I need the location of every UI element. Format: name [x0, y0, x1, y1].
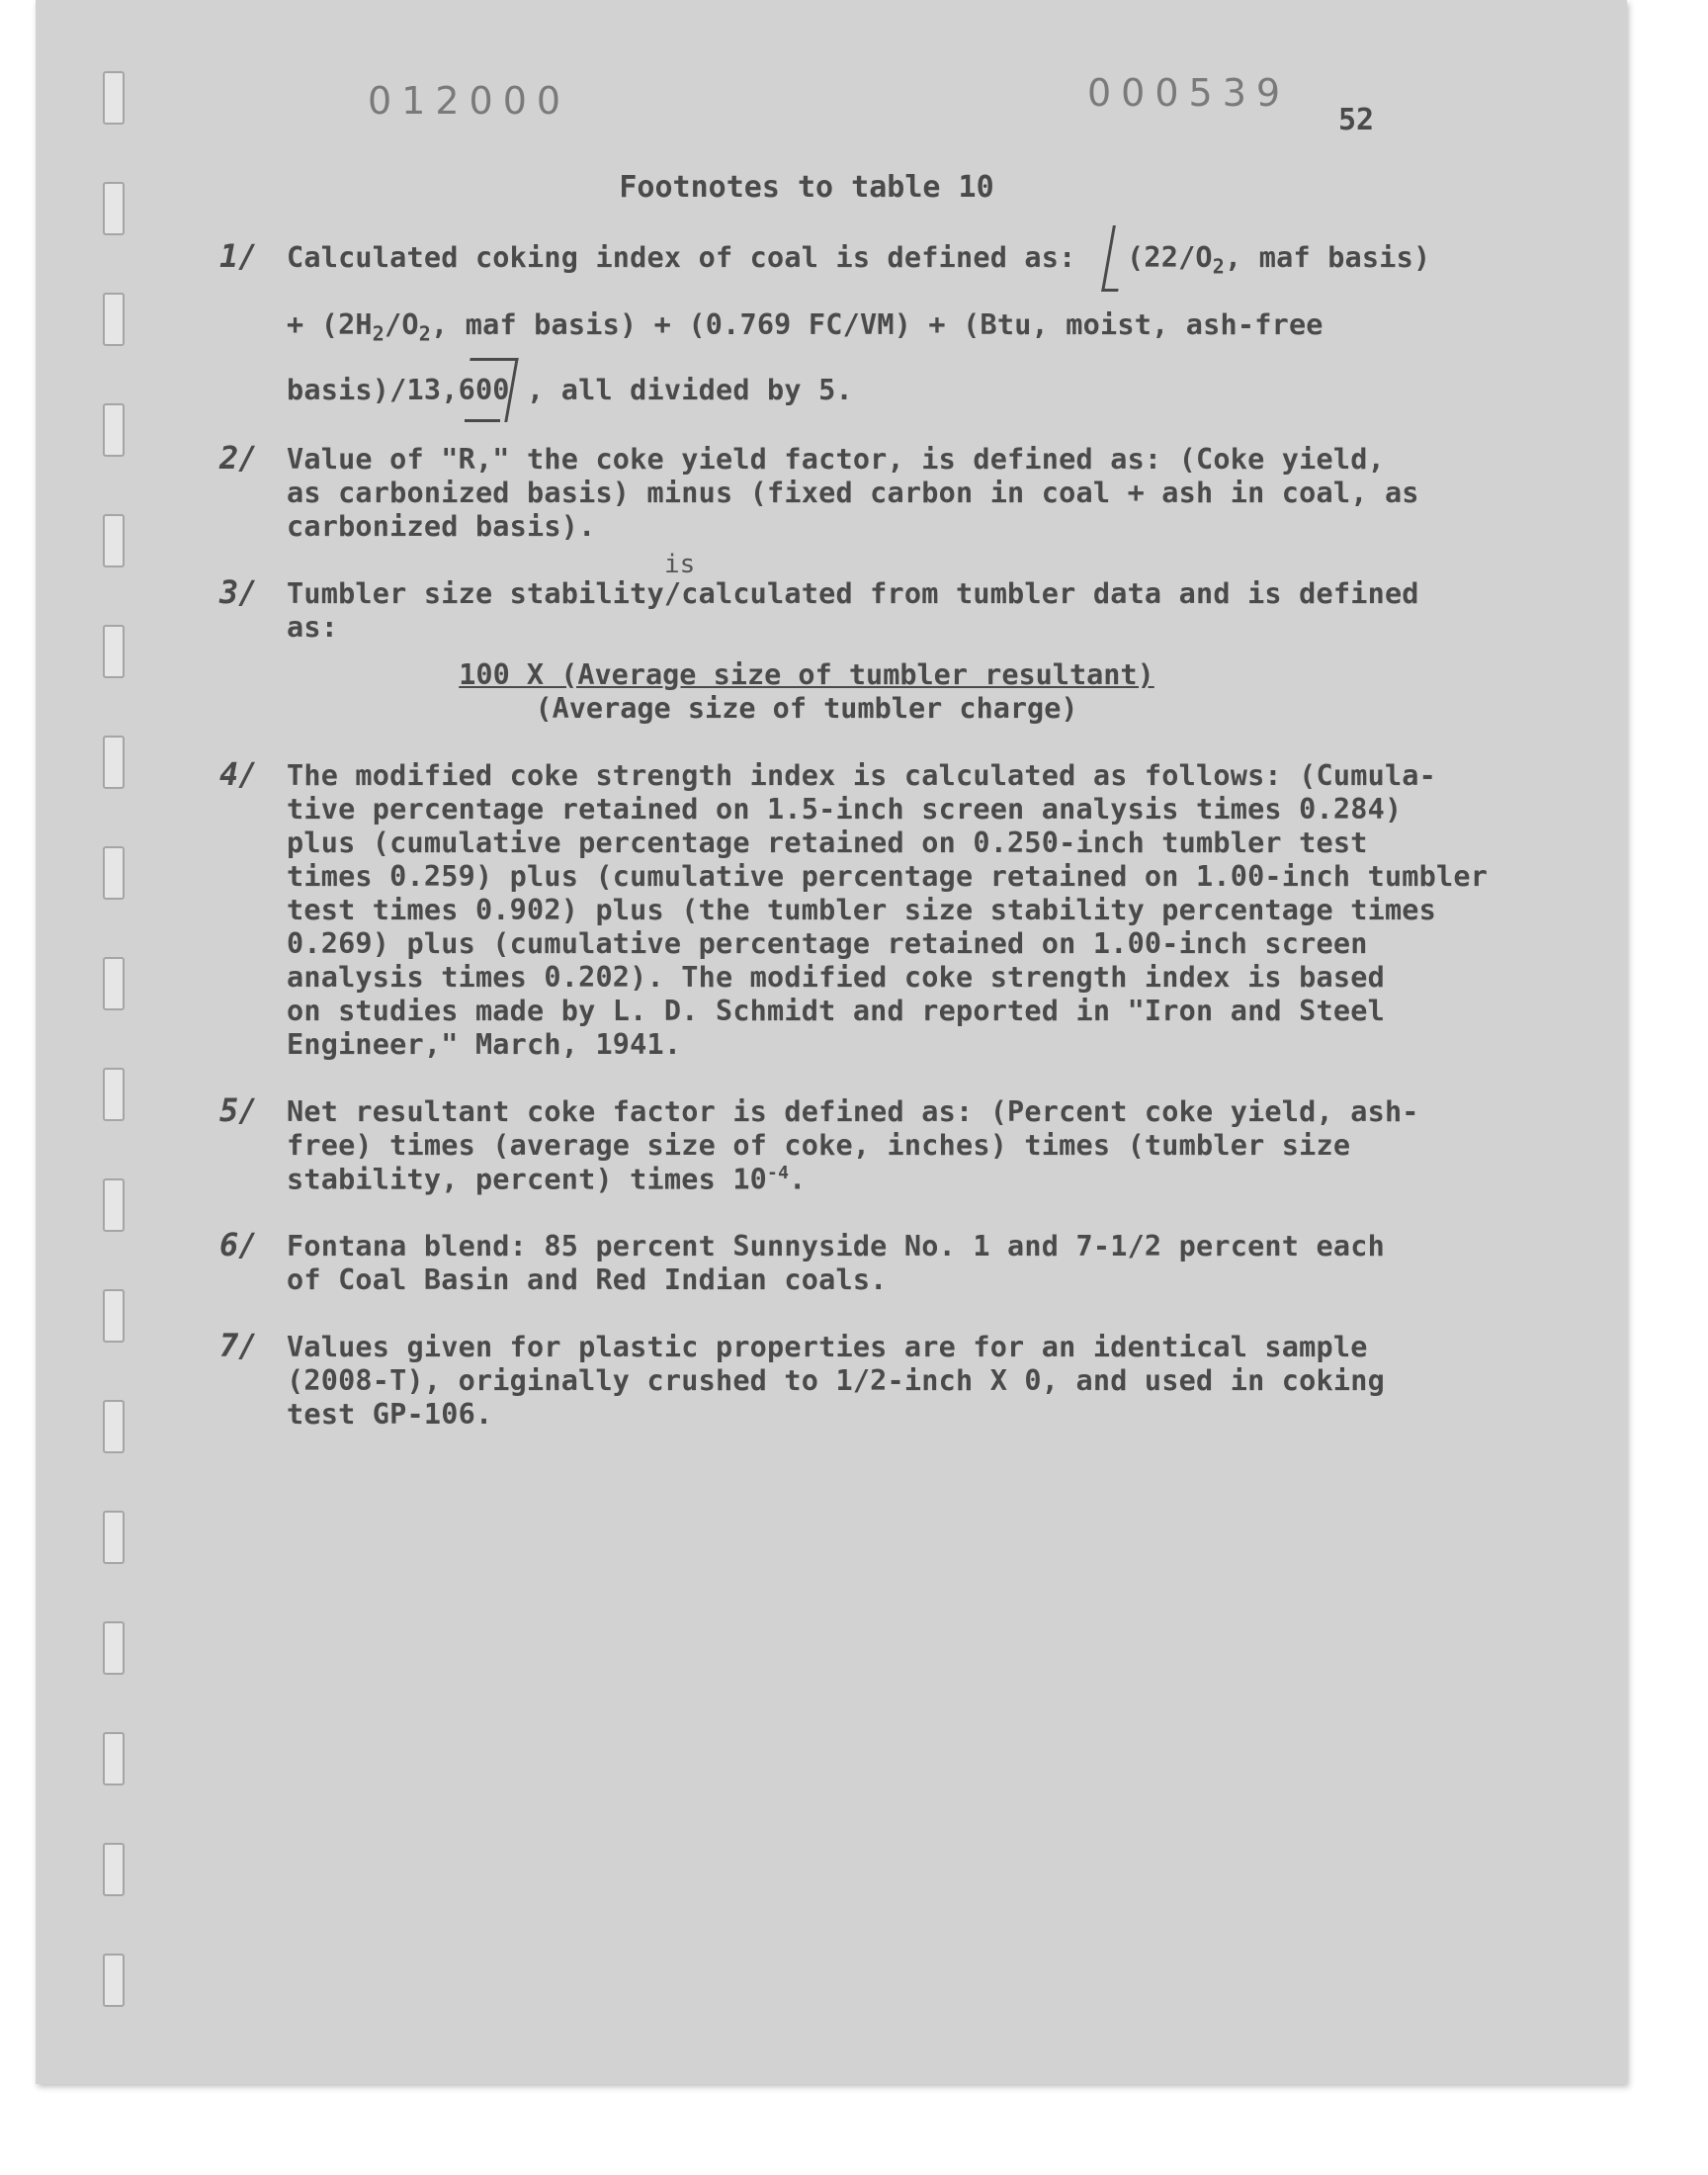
footnote-4-line: tive percentage retained on 1.5-inch screen analysis times 0.284) [287, 793, 1403, 826]
punch-hole [103, 71, 125, 125]
footnote-3-line: Tumbler size stability/calculated from tumbler data and is defined [287, 577, 1419, 610]
footnote-2-line: carbonized basis). [287, 510, 596, 543]
punch-hole [103, 846, 125, 900]
footnote-7-marker: 7/ [219, 1327, 258, 1364]
footnote-2-line: Value of "R," the coke yield factor, is defined as: (Coke yield, [287, 443, 1385, 476]
footnote-3-marker: 3/ [219, 573, 258, 611]
footnote-5-line: free) times (average size of coke, inches) times (tumbler size [287, 1129, 1351, 1162]
footnote-1-formula-start: ($22/O_2$, maf basis) [1127, 241, 1431, 279]
footnote-5-marker: 5/ [219, 1091, 258, 1129]
footnote-7-line: (2008-T), originally crushed to 1/2-inch X 0, and used in coking [287, 1364, 1385, 1397]
footnote-6-line: of Coal Basin and Red Indian coals. [287, 1263, 888, 1296]
formula-denominator: (Average size of tumbler charge) [535, 692, 1078, 725]
footnote-4-line: plus (cumulative percentage retained on 0.250-inch tumbler test [287, 826, 1368, 859]
footnote-4-line: 0.269) plus (cumulative percentage retained on 1.00-inch screen [287, 927, 1368, 960]
footnote-4-line: on studies made by L. D. Schmidt and reported in "Iron and Steel [287, 995, 1385, 1027]
footnote-3-line: as: [287, 611, 339, 644]
stamp-right: 000539 [1087, 71, 1291, 115]
footnote-4-line: Engineer," March, 1941. [287, 1028, 682, 1061]
footnote-1-line: basis)/13,600 , all divided by 5. [287, 374, 853, 406]
footnote-7-line: Values given for plastic properties are for an identical sample [287, 1331, 1368, 1363]
footnote-7-line: test GP-106. [287, 1398, 493, 1431]
punch-hole [103, 736, 125, 789]
punch-hole [103, 293, 125, 346]
page-number: 52 [1338, 103, 1375, 137]
footnote-1-line: + ($2H_2/O_2$, maf basis) + (0.769 FC/VM) + (Btu, moist, ash-free [287, 308, 1324, 346]
stamp-left: 012000 [368, 79, 571, 123]
handwritten-insertion: is [664, 550, 696, 579]
punch-hole [103, 1178, 125, 1232]
footnote-1-line: Calculated coking index of coal is defined as: [287, 241, 1076, 274]
punch-hole [103, 1511, 125, 1564]
footnote-4-line: The modified coke strength index is calculated as follows: (Cumula- [287, 759, 1437, 792]
punch-hole [103, 1954, 125, 2007]
page-title: Footnotes to table 10 [619, 170, 994, 205]
footnote-1-marker: 1/ [219, 237, 258, 275]
punch-hole [103, 1400, 125, 1453]
footnote-4-line: times 0.259) plus (cumulative percentage retained on 1.00-inch tumbler [287, 860, 1489, 893]
bracket-underline [465, 419, 500, 422]
footnote-4-marker: 4/ [219, 755, 258, 793]
punch-hole [103, 1289, 125, 1343]
punch-hole [103, 957, 125, 1010]
footnote-4-line: test times 0.902) plus (the tumbler size stability percentage times [287, 894, 1437, 926]
footnote-6-marker: 6/ [219, 1226, 258, 1263]
punch-hole [103, 403, 125, 457]
footnote-5-line: stability, percent) times $10^{-4}$. [287, 1163, 807, 1196]
punch-hole [103, 1068, 125, 1121]
footnote-4-line: analysis times 0.202). The modified coke strength index is based [287, 961, 1385, 994]
punch-hole [103, 1732, 125, 1785]
footnote-2-marker: 2/ [219, 439, 258, 477]
footnote-6-line: Fontana blend: 85 percent Sunnyside No. 1 and 7-1/2 percent each [287, 1230, 1385, 1262]
footnote-5-line: Net resultant coke factor is defined as: (Percent coke yield, ash- [287, 1095, 1419, 1128]
punch-hole [103, 1843, 125, 1896]
punch-hole [103, 1621, 125, 1675]
punch-hole [103, 514, 125, 567]
formula-numerator: 100 X (Average size of tumbler resultant) [459, 658, 1154, 691]
footnote-2-line: as carbonized basis) minus (fixed carbon in coal + ash in coal, as [287, 477, 1419, 509]
